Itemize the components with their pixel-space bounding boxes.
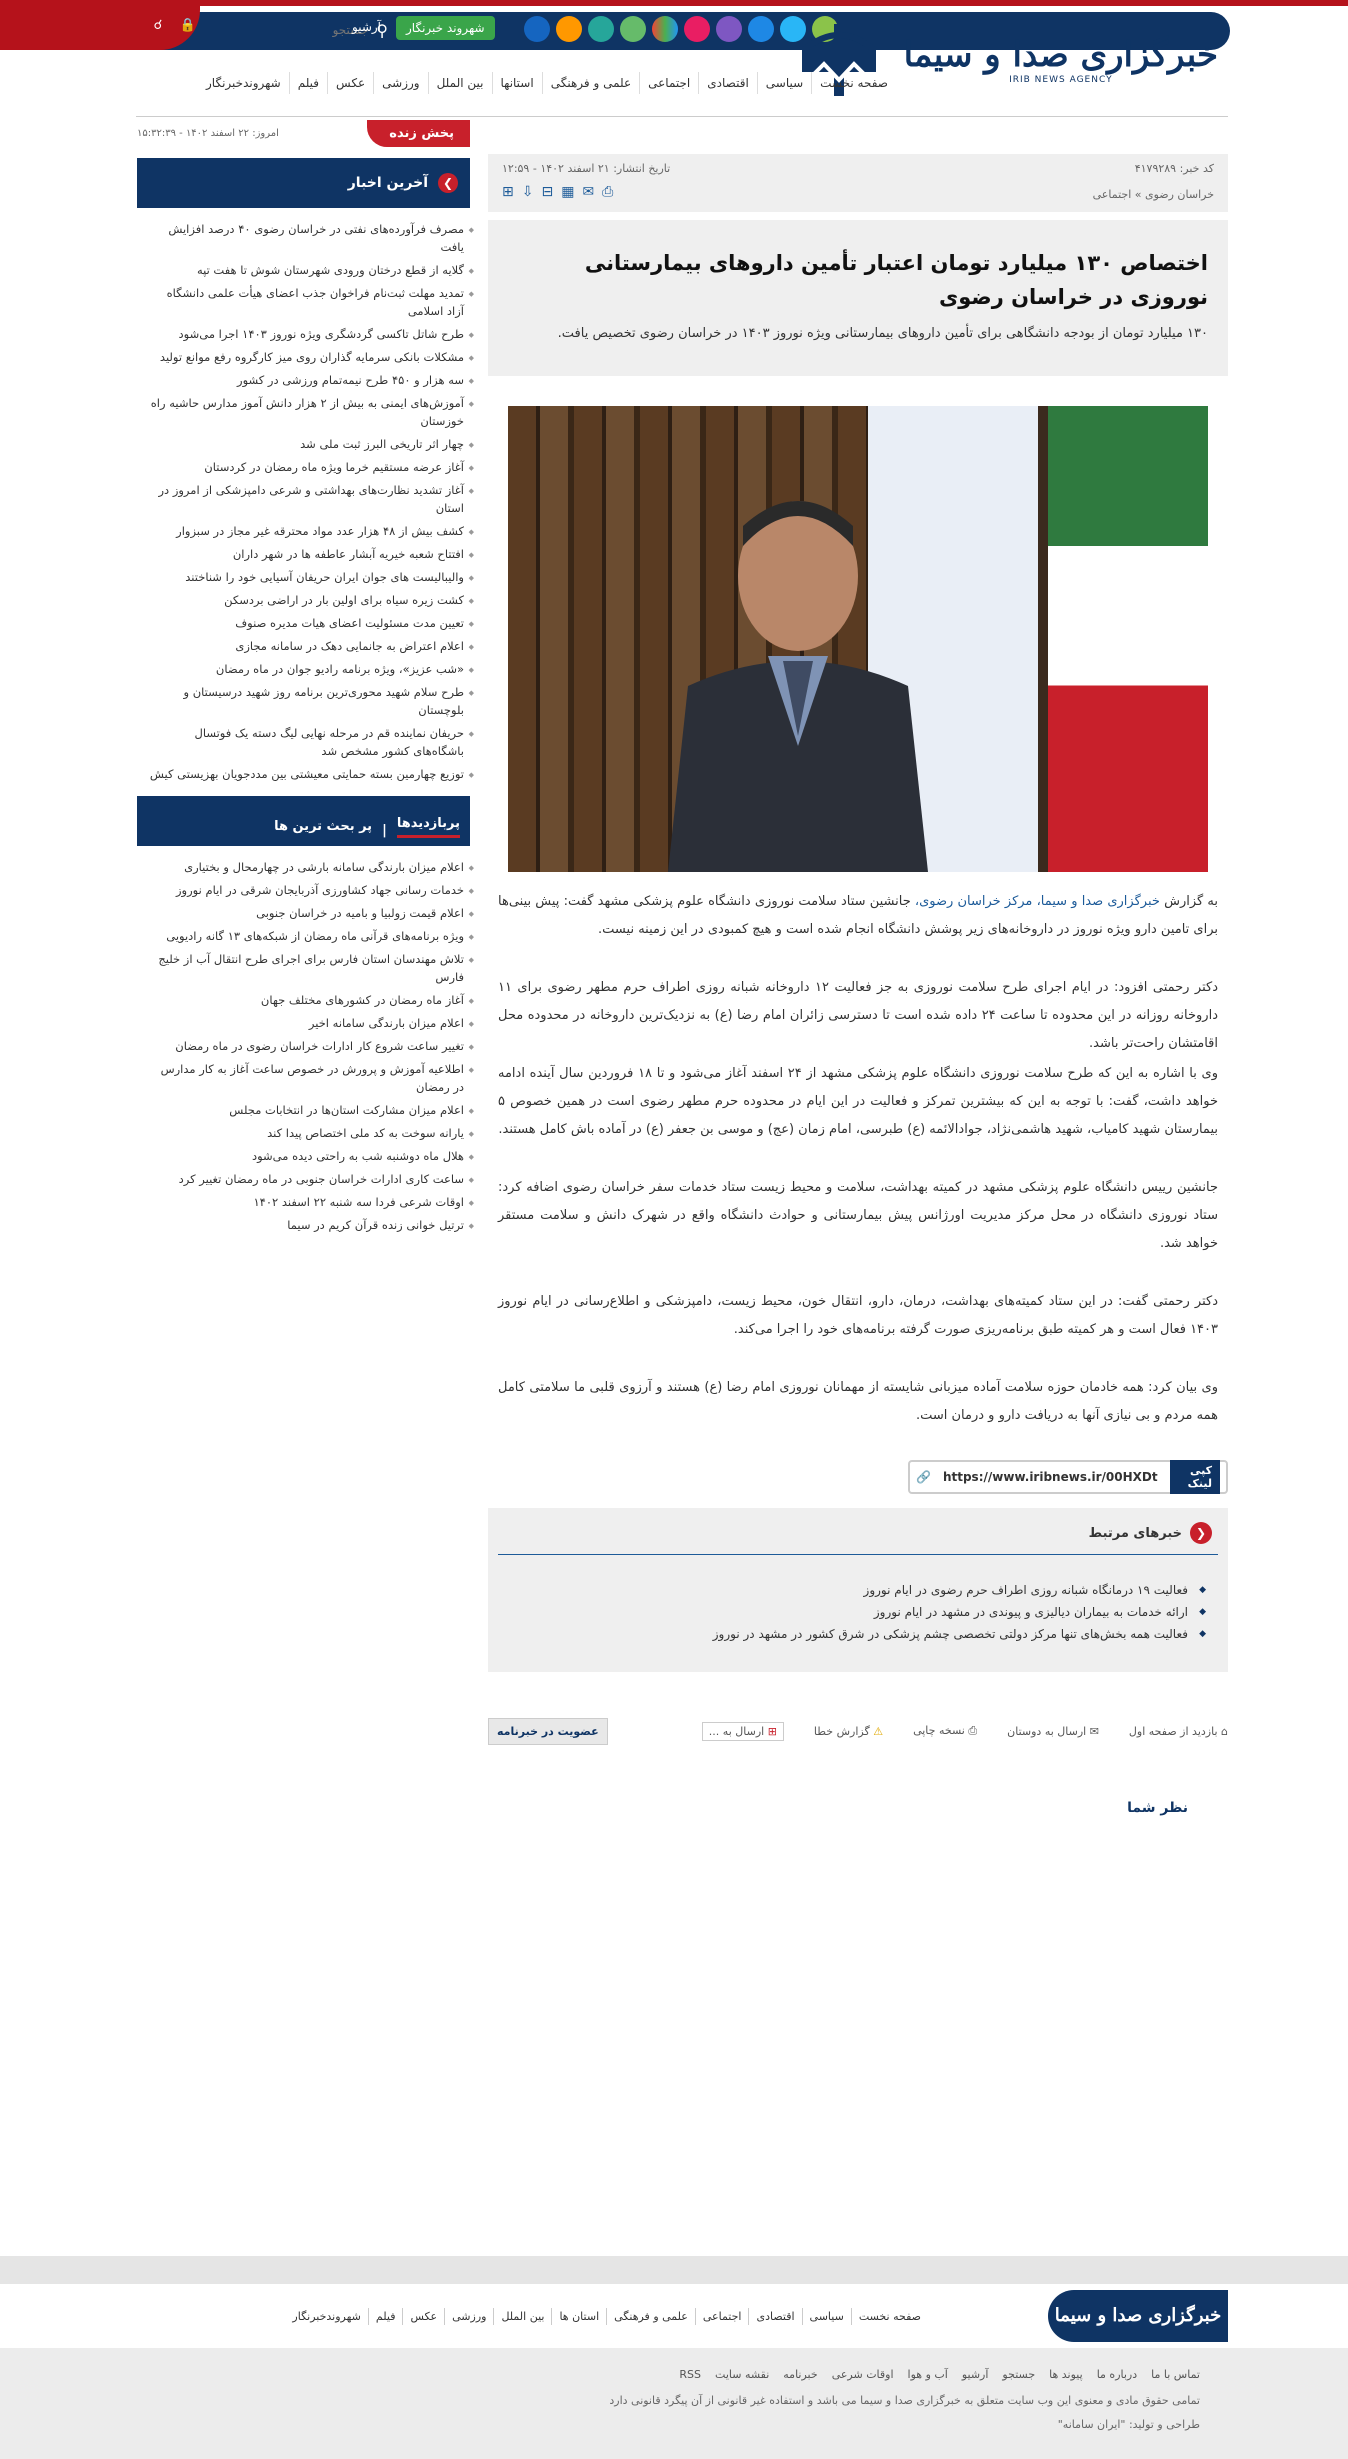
latest-news-item[interactable]: ◆ طرح سلام شهید محوری‌ترین برنامه روز شهید درسیستان و بلوچستان: [149, 681, 464, 722]
search-icon[interactable]: ⚲: [376, 20, 388, 40]
share-label: نسخه چاپی: [913, 1724, 965, 1737]
nav-item[interactable]: عکس: [327, 72, 373, 94]
footer-nav-item[interactable]: علمی و فرهنگی: [606, 2308, 695, 2325]
logo-title: خبرگزاری صدا و سیما: [903, 35, 1218, 75]
nav-item[interactable]: اقتصادی: [698, 72, 757, 94]
latest-news-item[interactable]: ◆ مشکلات بانکی سرمایه گذاران روی میز کارگروه رفع موانع تولید: [149, 346, 464, 369]
news-code: کد خبر: ۴۱۷۹۲۸۹: [1134, 162, 1214, 175]
list-item[interactable]: ◆ فعالیت ۱۹ درمانگاه شبانه روزی اطراف حرم رضوی در ایام نوروز: [498, 1579, 1188, 1601]
font-reset-icon[interactable]: ⇩: [521, 184, 534, 200]
app-icons: [524, 16, 838, 42]
popular-news-list: [137, 846, 470, 1237]
popular-news-item[interactable]: ◆ اعلام میزان مشارکت استان‌ها در انتخابات مجلس: [149, 1099, 464, 1122]
citizen-reporter-button[interactable]: شهروند خبرنگار: [396, 16, 495, 40]
latest-news-item[interactable]: ◆ آغاز عرضه مستقیم خرما ویژه ماه رمضان در کردستان: [149, 456, 464, 479]
related-list: [498, 1579, 1218, 1645]
footer-logo[interactable]: خبرگزاری صدا و سیما: [1048, 2290, 1228, 2342]
link-icon: 🔗: [916, 1470, 931, 1484]
latest-title: آخرین اخبار: [347, 175, 428, 191]
footer-nav-item[interactable]: شهروندخبرنگار: [292, 2310, 361, 2323]
copy-link-button[interactable]: کپی لینک: [1170, 1460, 1220, 1494]
nav-item[interactable]: علمی و فرهنگی: [542, 72, 639, 94]
print-version-link[interactable]: [913, 1724, 977, 1738]
person-figure: [648, 486, 948, 872]
short-link-url[interactable]: https://www.iribnews.ir/00HXDt: [942, 1470, 1158, 1484]
latest-news-item[interactable]: ◆ حریفان نماینده قم در مرحله نهایی لیگ دسته یک فوتسال باشگاه‌های کشور مشخص شد: [149, 722, 464, 763]
app-icon-3[interactable]: [684, 16, 710, 42]
latest-news-header: [137, 158, 470, 208]
related-header: [498, 1518, 1218, 1555]
latest-news-list: [137, 208, 470, 786]
share-bar: [488, 1716, 1228, 1746]
archive-link[interactable]: آرشیو: [352, 20, 382, 34]
popular-news-item[interactable]: ◆ هلال ماه دوشنبه شب به راحتی دیده می‌شود: [149, 1145, 464, 1168]
popular-news-item[interactable]: ◆ تلاش مهندسان استان فارس برای اجرای طرح انتقال آب از خلیج فارس: [149, 948, 464, 989]
latest-news-item[interactable]: ◆ «شب عزیز»، ویژه برنامه رادیو جوان در ماه رمضان: [149, 658, 464, 681]
app-icon-5[interactable]: [620, 16, 646, 42]
save-icon[interactable]: ▦: [561, 184, 575, 200]
logo-text: [904, 35, 1218, 85]
chevron-right-icon[interactable]: ❯: [438, 173, 458, 193]
footer-link[interactable]: آب و هوا: [907, 2368, 948, 2381]
footer-bottom: [0, 2348, 1348, 2459]
latest-news-item[interactable]: ◆ مصرف فرآورده‌های نفتی در خراسان رضوی ۴۰ درصد افزایش یافت: [149, 218, 464, 259]
app-icon-6[interactable]: [588, 16, 614, 42]
footer-band: [0, 2256, 1348, 2284]
popular-news-item[interactable]: ◆ خدمات رسانی جهاد کشاورزی آذربایجان شرقی در ایام نوروز: [149, 879, 464, 902]
article-lead: ۱۳۰ میلیارد تومان از بودجه دانشگاهی برای تأمین داروهای بیمارستانی ویژه نوروز ۱۴۰۳ در خراسان رضوی تخصیص یافت.: [557, 326, 1208, 341]
footer-nav-item[interactable]: بین الملل: [493, 2308, 551, 2325]
main-nav: [198, 72, 896, 94]
article: [488, 154, 1228, 1816]
footer-link[interactable]: آرشیو: [961, 2368, 989, 2381]
app-icon-8[interactable]: [524, 16, 550, 42]
latest-news-item[interactable]: ◆ طرح شاتل تاکسی گردشگری ویژه نوروز ۱۴۰۳ اجرا می‌شود: [149, 323, 464, 346]
tab-most-visited[interactable]: پربازدیدها: [397, 816, 460, 838]
body-text: جانشین ستاد سلامت نوروزی دانشگاه علوم پزشکی مشهد گفت: پیش بینی‌ها برای تامین دارو ویژه نوروز در داروخانه‌های زیر پوشش دانشگاه انجام شده است و هیچ کمبودی در این زمینه نیست.: [498, 894, 1218, 937]
copyright: تمامی حقوق مادی و معنوی این وب سایت متعلق به خبرگزاری صدا و سیما می باشد و استفاده غیر قانونی از آن پیگرد قانونی دارد: [609, 2394, 1200, 2407]
share-label: ارسال به: [722, 1724, 765, 1738]
home-visit-link[interactable]: [1129, 1725, 1228, 1738]
footer-nav-item[interactable]: عکس: [402, 2308, 444, 2325]
latest-news-item[interactable]: ◆ آغاز تشدید نظارت‌های بهداشتی و شرعی دامپزشکی از امروز در استان: [149, 479, 464, 520]
share-label: بازدید از صفحه اول: [1128, 1724, 1218, 1738]
footer-link[interactable]: درباره ما: [1096, 2368, 1138, 2381]
nav-item[interactable]: سیاسی: [757, 72, 811, 94]
app-icon-1[interactable]: [748, 16, 774, 42]
footer-link[interactable]: RSS: [679, 2368, 702, 2381]
latest-news-item[interactable]: ◆ آموزش‌های ایمنی به بیش از ۲ هزار دانش آموز مدارس حاشیه راه خوزستان: [149, 392, 464, 433]
app-icon-2[interactable]: [716, 16, 742, 42]
newsletter-subscribe-button[interactable]: عضویت در خبرنامه: [488, 1718, 608, 1745]
article-photo: [508, 406, 1208, 872]
popular-news-item[interactable]: ◆ تغییر ساعت شروع کار ادارات خراسان رضوی در ماه رمضان: [149, 1035, 464, 1058]
report-error-link[interactable]: [814, 1725, 883, 1738]
popular-news-item[interactable]: ◆ ویژه برنامه‌های قرآنی ماه رمضان از شبکه‌های ۱۳ گانه رادیویی: [149, 925, 464, 948]
popular-news-item[interactable]: ◆ آغاز ماه رمضان در کشورهای مختلف جهان: [149, 989, 464, 1012]
logo-subtitle: IRIB NEWS AGENCY: [1009, 75, 1113, 85]
plus-icon: ⊞: [767, 1724, 777, 1738]
popular-news-item[interactable]: ◆ اطلاعیه آموزش و پرورش در خصوص ساعت آغاز به کار مدارس در رمضان: [149, 1058, 464, 1099]
latest-news-item[interactable]: ◆ کشت زیره سیاه برای اولین بار در اراضی بردسکن: [149, 589, 464, 612]
latest-news-item[interactable]: ◆ تمدید مهلت ثبت‌نام فراخوان جذب اعضای هیأت علمی دانشگاه آزاد اسلامی: [149, 282, 464, 323]
share-label: گزارش خطا: [813, 1724, 870, 1738]
popular-news-item[interactable]: ◆ اوقات شرعی فردا سه شنبه ۲۲ اسفند ۱۴۰۲: [149, 1191, 464, 1214]
iran-flag: [1048, 406, 1208, 872]
latest-news-item[interactable]: ◆ اعلام اعتراض به جانمایی دهک در سامانه مجازی: [149, 635, 464, 658]
footer-nav-item[interactable]: اجتماعی: [695, 2308, 749, 2325]
related-title: خبرهای مرتبط: [1088, 1525, 1182, 1541]
envelope-icon: ✉: [1089, 1724, 1099, 1738]
latest-news-item[interactable]: ◆ کشف بیش از ۴۸ هزار عدد مواد محترقه غیر مجاز در سبزوار: [149, 520, 464, 543]
tab-most-discussed[interactable]: پر بحث ترین ها: [274, 819, 373, 834]
nav-item[interactable]: استانها: [492, 72, 542, 94]
breadcrumb[interactable]: خراسان رضوی » اجتماعی: [1092, 188, 1214, 201]
design-credit: طراحی و تولید: "ایران سامانه": [1057, 2418, 1200, 2431]
nav-item[interactable]: بین الملل: [428, 72, 492, 94]
font-decrease-icon[interactable]: ⊟: [541, 184, 554, 200]
send-to-widget[interactable]: ⊞ ارسال به ...: [702, 1722, 784, 1741]
footer-links: [679, 2368, 1200, 2381]
article-meta: [488, 154, 1228, 212]
printer-icon: ⎙: [968, 1724, 978, 1737]
article-body: [488, 888, 1228, 1430]
rss-icon[interactable]: ☌: [153, 18, 163, 33]
send-to-friends-link[interactable]: [1007, 1725, 1099, 1738]
footer-nav-item[interactable]: فیلم: [368, 2308, 403, 2325]
latest-news-item[interactable]: ◆ تعیین مدت مسئولیت اعضای هیات مدیره صنوف: [149, 612, 464, 635]
top-icons: [150, 18, 196, 34]
font-increase-icon[interactable]: ⊞: [502, 184, 514, 200]
footer-link[interactable]: پیوند ها: [1049, 2368, 1083, 2381]
short-link-box: [908, 1460, 1228, 1494]
home-icon: ⌂: [1221, 1724, 1228, 1738]
footer-nav-item[interactable]: ورزشی: [444, 2308, 493, 2325]
nav-item[interactable]: اجتماعی: [639, 72, 698, 94]
today-date: امروز: ۲۲ اسفند ۱۴۰۲ - ۱۵:۳۲:۳۹: [137, 128, 279, 139]
app-icon-7[interactable]: [556, 16, 582, 42]
nav-item[interactable]: شهروندخبرنگار: [206, 76, 281, 90]
popular-news-item[interactable]: ◆ اعلام میزان بارندگی سامانه بارشی در چهارمحال و بختیاری: [149, 856, 464, 879]
chevron-left-icon: ❮: [1190, 1522, 1212, 1544]
body-text: به گزارش: [1159, 894, 1218, 909]
footer-nav-item[interactable]: صفحه نخست: [851, 2308, 928, 2325]
latest-news-item[interactable]: ◆ چهار اثر تاریخی البرز ثبت ملی شد: [149, 433, 464, 456]
lock-icon[interactable]: 🔒: [179, 18, 196, 33]
footer-nav: [285, 2308, 928, 2325]
latest-news-item[interactable]: ◆ والیبالیست های جوان ایران حریفان آسیایی خود را شناختند: [149, 566, 464, 589]
footer-nav-item[interactable]: سیاسی: [802, 2308, 851, 2325]
divider: [136, 116, 1228, 117]
list-item[interactable]: ◆ فعالیت همه بخش‌های تنها مرکز دولتی تخصصی چشم پزشکی در شرق کشور در مشهد در نوروز: [498, 1623, 1188, 1645]
footer-link[interactable]: اوقات شرعی: [831, 2368, 894, 2381]
footer-nav-item[interactable]: اقتصادی: [748, 2308, 801, 2325]
footer-link[interactable]: خبرنامه: [783, 2368, 818, 2381]
nav-item[interactable]: فیلم: [289, 72, 327, 94]
mail-icon[interactable]: ✉: [582, 184, 595, 200]
article-tools: [502, 184, 613, 200]
article-title: اختصاص ۱۳۰ میلیارد تومان اعتبار تأمین داروهای بیمارستانی نوروزی در خراسان رضوی: [584, 251, 1208, 309]
popular-news-item[interactable]: ◆ ترتیل خوانی زنده قرآن کریم در سیما: [149, 1214, 464, 1237]
latest-news-item[interactable]: ◆ افتتاح شعبه خیریه آبشار عاطفه ها در شهر داران: [149, 543, 464, 566]
popular-news-item[interactable]: ◆ اعلام قیمت زولبیا و بامیه در خراسان جنوبی: [149, 902, 464, 925]
footer-nav-item[interactable]: استان ها: [551, 2308, 606, 2325]
body-paragraph: وی بیان کرد: همه خادمان حوزه سلامت آماده میزبانی شایسته از مهمانان نوروزی امام رضا (ع) هستند و آرزوی قلبی ما سلامتی کامل همه مردم و بی نیازی آنها به دریافت دارو و درمان است.: [498, 1380, 1218, 1423]
latest-news-item[interactable]: ◆ گلایه از قطع درختان ورودی شهرستان شوش تا هفت تپه: [149, 259, 464, 282]
nav-item[interactable]: ورزشی: [373, 72, 427, 94]
popular-tabs: [137, 796, 470, 846]
footer-link[interactable]: جستجو: [1002, 2368, 1036, 2381]
footer-link[interactable]: نقشه سایت: [715, 2368, 770, 2381]
print-icon[interactable]: ⎙: [602, 184, 614, 200]
body-paragraph: دکتر رحمتی گفت: در این ستاد کمیته‌های بهداشت، درمان، دارو، انتقال خون، محیط زیست، دامپزشکی و اطلاع‌رسانی در ایام نوروز ۱۴۰۳ فعال است و هر کمیته طبق برنامه‌ریزی صورت گرفته برنامه‌های خود را اجرا می‌کند.: [498, 1294, 1218, 1337]
publish-date: تاریخ انتشار: ۲۱ اسفند ۱۴۰۲ - ۱۲:۵۹: [502, 162, 671, 175]
tab-separator: |: [382, 823, 387, 838]
popular-news-item[interactable]: ◆ ساعت کاری ادارات خراسان جنوبی در ماه رمضان تغییر کرد: [149, 1168, 464, 1191]
app-icon-4[interactable]: [652, 16, 678, 42]
warning-icon: ⚠: [873, 1724, 884, 1738]
share-label: ارسال به دوستان: [1007, 1724, 1087, 1738]
related-news: [488, 1508, 1228, 1672]
popular-news-item[interactable]: ◆ اعلام میزان بارندگی سامانه اخیر: [149, 1012, 464, 1035]
body-paragraph: [498, 888, 1218, 944]
live-stream-button[interactable]: پخش زنده: [367, 120, 470, 147]
sidebar: [137, 120, 470, 1237]
list-item[interactable]: ◆ ارائه خدمات به بیماران دیالیزی و پیوندی در مشهد در ایام نوروز: [498, 1601, 1188, 1623]
latest-news-item[interactable]: ◆ سه هزار و ۴۵۰ طرح نیمه‌تمام ورزشی در کشور: [149, 369, 464, 392]
live-row: [137, 120, 470, 150]
footer-link[interactable]: تماس با ما: [1151, 2368, 1200, 2381]
nav-item[interactable]: صفحه نخست: [811, 72, 896, 94]
latest-news-item[interactable]: ◆ توزیع چهارمین بسته حمایتی معیشتی بین مددجویان بهزیستی کیش: [149, 763, 464, 786]
popular-news-item[interactable]: ◆ یارانه سوخت به کد ملی اختصاص پیدا کند: [149, 1122, 464, 1145]
source-link[interactable]: خبرگزاری صدا و سیما، مرکز خراسان رضوی،: [914, 894, 1160, 909]
comments-title: نظر شما: [1127, 1800, 1188, 1816]
body-paragraph: دکتر رحمتی افزود: در ایام اجرای طرح سلامت نوروزی به جز فعالیت ۱۲ داروخانه شبانه روزی اطراف حرم مطهر رضوی برای ۱۱ داروخانه روزانه در این محدوده تا ساعت ۲۴ داده شده است تا دسترسی زائران امام رضا (ع) به نزدیک‌ترین داروخانه در محدوده محل اقامتشان راحت‌تر باشد.: [498, 980, 1218, 1051]
footer: [0, 2286, 1348, 2346]
headline-box: [488, 220, 1228, 376]
body-paragraph: جانشین رییس دانشگاه علوم پزشکی مشهد در کمیته بهداشت، سلامت و محیط زیست ستاد خدمات سفر خراسان رضوی اضافه کرد: ستاد نوروزی دانشگاه در محل مرکز مدیریت اورژانس پیش بیمارستانی و حوادث دانشگاه واقع در شهرک دانش و سلامت مستقر خواهد شد.: [498, 1180, 1218, 1251]
body-paragraph: وی با اشاره به این که طرح سلامت نوروزی دانشگاه علوم پزشکی مشهد از ۲۴ اسفند آغاز می‌شود و تا ۱۸ فروردین سال آینده ادامه خواهد داشت، گفت: با توجه به این که بیشترین تمرکز و فعالیت در این ایام در محدوده حرم مطهر رضوی است در همین خصوص ۵ بیمارستان شهید کامیاب، شهید هاشمی‌نژاد، جوادالائمه (ع) طبرسی، امام زمان (عج) و موسی بن جعفر (ع) در آماده باش کامل هستند.: [498, 1066, 1218, 1137]
